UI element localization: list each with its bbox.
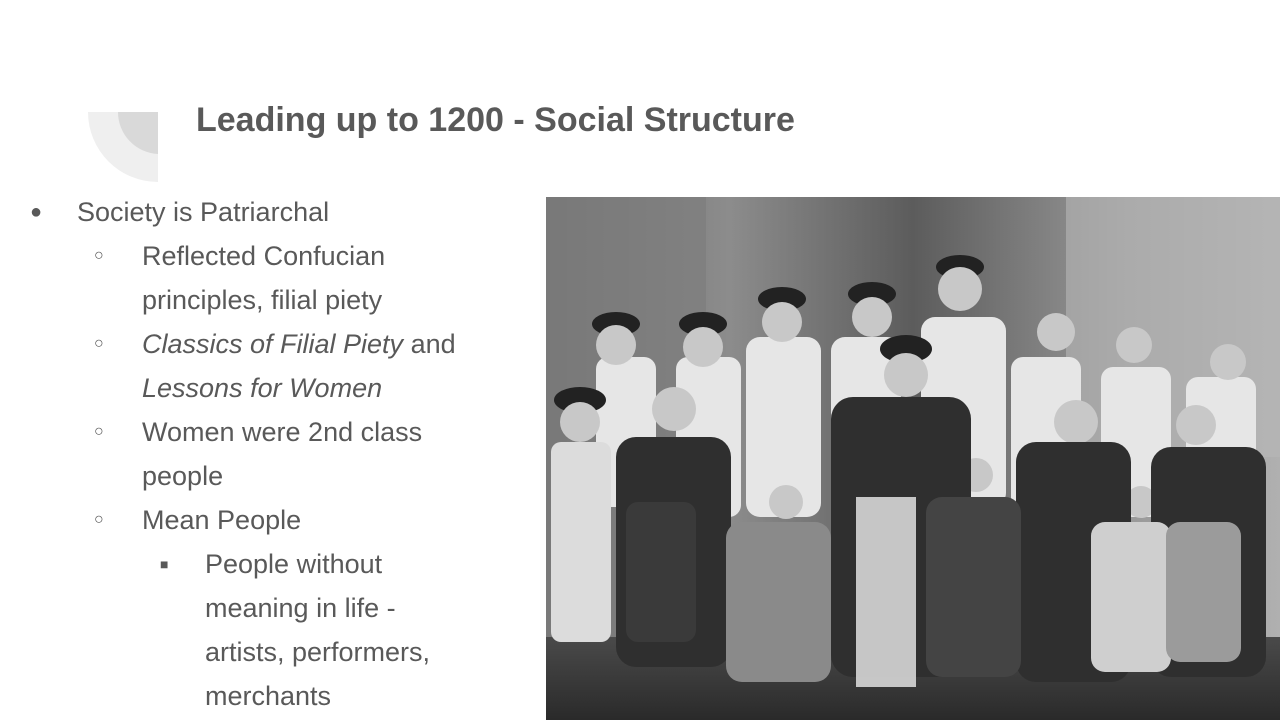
sub-bullet-marker: ○ (94, 511, 104, 528)
lessons-title: Lessons for Women (142, 373, 383, 403)
family-photo (546, 197, 1280, 720)
bullet-society-patriarchal: Society is Patriarchal (77, 197, 330, 227)
bullet-mean-people: Mean People (142, 505, 302, 535)
and-word: and (403, 329, 456, 359)
bullet-confucian-line-1: Reflected Confucian (142, 241, 386, 271)
slide-title: Leading up to 1200 - Social Structure (196, 101, 795, 139)
photo-icon (546, 197, 1280, 720)
classics-title: Classics of Filial Piety (142, 329, 404, 359)
bullet-women-line-1: Women were 2nd class (142, 417, 423, 447)
sub-bullet-marker: ○ (94, 247, 104, 264)
corner-decoration-icon (0, 0, 200, 200)
bullet-list (0, 190, 540, 720)
sub-bullet-marker: ○ (94, 423, 104, 440)
sub-bullet-marker: ○ (94, 335, 104, 352)
bullet-classics-line-1 (142, 322, 532, 366)
bullet-marker: ● (30, 201, 43, 223)
sub-sub-bullet-marker: ■ (160, 556, 169, 572)
bullet-confucian-line-2: principles, filial piety (142, 285, 383, 315)
bullet-classics-line-2 (142, 366, 532, 410)
bullet-people-line-3: artists, performers, (205, 637, 431, 667)
bullet-women-line-2: people (142, 461, 224, 491)
bullet-people-line-2: meaning in life - (205, 593, 396, 623)
bullet-people-line-1: People without (205, 549, 383, 579)
bullet-people-line-4: merchants (205, 681, 332, 711)
